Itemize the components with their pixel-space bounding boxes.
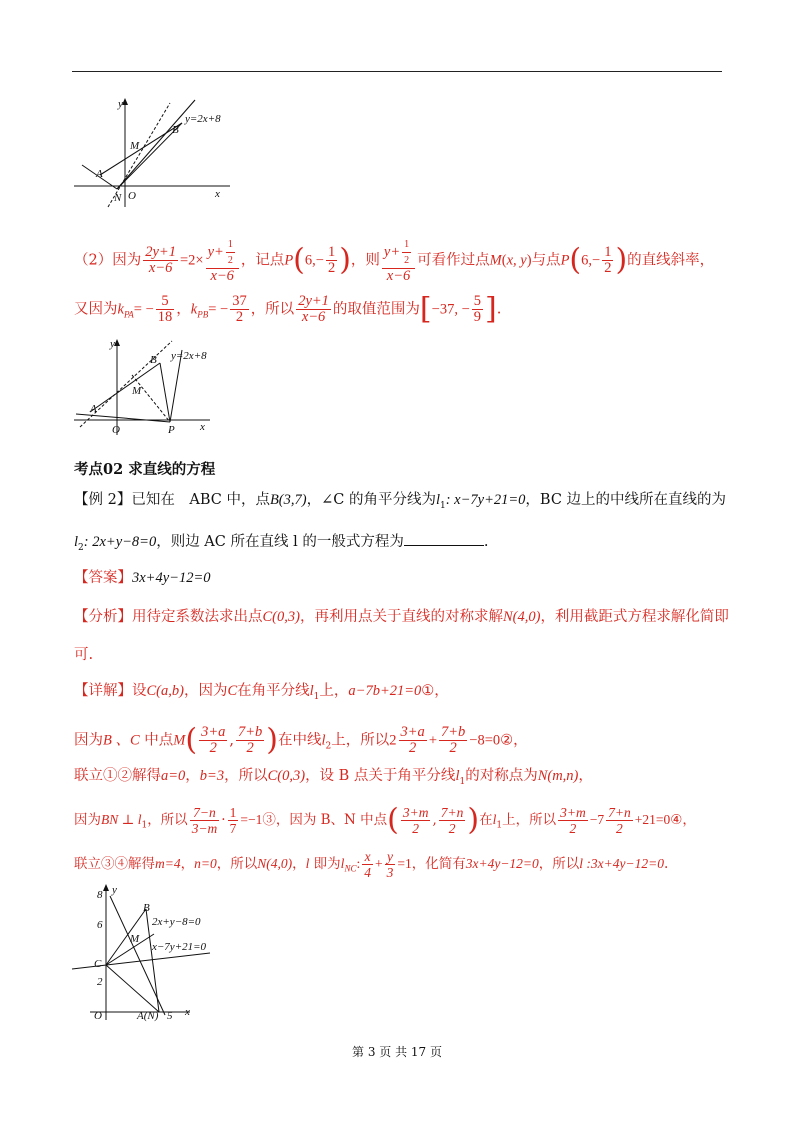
fig2-O-label: O [112, 424, 120, 436]
frac-2y1-over-x6: $\frac{2y+1}{x-6}$ [145, 244, 176, 276]
fig1-y-label: y [118, 98, 123, 110]
detail-line-1: 【详解】设C(a,b)，因为C在角平分线$l_1$上，a−7b+21=0①， [74, 683, 449, 702]
section-heading: 考点02 求直线的方程 [74, 461, 216, 478]
fig3-B-label: B [143, 902, 150, 914]
analysis-line-1: 【分析】用待定系数法求出点C(0,3)，再利用点关于直线的对称求解N(4,0)，利用截距式方程求解化简即 [74, 609, 729, 625]
figure-3-graph [70, 882, 240, 1022]
fig3-M-label: M [130, 933, 140, 945]
fig2-line-label: y=2x+8 [171, 350, 207, 362]
fig1-B-label: B [172, 124, 179, 136]
fig1-M-label: M [130, 140, 140, 152]
fig3-l2-label: 2x+y−8=0 [152, 916, 201, 928]
fig3-tick-5: 5 [167, 1010, 173, 1022]
fig2-M-label: M [132, 385, 142, 397]
fig3-y-label: y [112, 884, 117, 896]
fig3-x-label: x [185, 1006, 190, 1018]
page-footer: 第 3 页 共 17 页 [352, 1045, 442, 1059]
fig1-line-label: y=2x+8 [185, 113, 221, 125]
example-line-2: $l_2$: 2x+y−8=0，则边 AC 所在直线 l 的一般式方程为 . [74, 531, 488, 558]
fig3-C-label: C [94, 958, 102, 970]
fig3-tick-6: 6 [97, 919, 103, 931]
detail-line-3: 联立①②解得a=0，b=3，所以C(0,3)，设 B 点关于角平分线$l_1$的对称点为N(m,n)， [74, 768, 593, 787]
detail-line-4: 因为BN ⊥ $l_1$，所以 $\frac{7-n}{3-m}$ · $\frac{1}{7}$ =−1③，因为 B、N 中点( $\frac{3+m}{2}$ , $\frac{7+n}{2}$ )在$l_1$上，所以 $\frac{3+m}{2}$ −7 $\frac{7+n}{2}$ +21=0④， [74, 802, 696, 838]
fig3-l1-label: x−7y+21=0 [152, 941, 207, 953]
example-line-1: 【例 2】已知在 ABC 中，点B(3,7)，∠C 的角平分线为$l_1$: x−7y+21=0，BC 边上的中线所在直线的为 [74, 492, 727, 511]
fig2-A-label: A [90, 403, 97, 415]
fig3-AN-label: A(N) [137, 1010, 159, 1022]
analysis-line-2: 可. [74, 647, 94, 663]
fig2-x-label: x [200, 421, 205, 433]
header-rule [72, 71, 722, 72]
fig2-P-label: P [168, 424, 175, 436]
fig3-tick-2: 2 [97, 976, 103, 988]
frac-y-half-over-x6: y+ $\frac{1}{2}$ x−6 [206, 237, 239, 284]
fig2-B-label: B [150, 354, 157, 366]
figure-1-graph [70, 95, 240, 210]
figure-2-graph [70, 337, 230, 437]
part2-line-1: （2）因为 $\frac{2y+1}{x-6}$ =2× y+ $\frac{1}{2}$ x−6 ，记点P(6,− $\frac{1}{2}$ )，则 y+ $\frac{1}{2}$ x−6 可看作过点M(x, y)与点P(6,− $\frac{1}{2}$ )的直线斜率， [74, 239, 715, 284]
fig1-A-label: A [96, 168, 103, 180]
fig3-tick-8: 8 [97, 889, 103, 901]
fig1-x-label: x [215, 188, 220, 200]
detail-line-2: 因为B 、C 中点M( $\frac{3+a}{2}$ , $\frac{7+b}{2}$ )在中线$l_2$上，所以2 $\frac{3+a}{2}$ + $\frac{7+b}{2}$ −8=0②， [74, 722, 528, 758]
fig1-O-label: O [128, 190, 136, 202]
fig1-N-label: N [114, 192, 122, 204]
frac-y-half-over-x6-b: y+ $\frac{1}{2}$ x−6 [382, 237, 415, 284]
fig3-O-label: O [94, 1010, 102, 1022]
detail-line-5: 联立③④解得m=4，n=0，所以N(4,0)，l 即为$l_{NC}$: $\frac{x}{4}$ + $\frac{y}{3}$ =1，化简有3x+4y−12=0，所以l :3x+4y−12=0. [74, 849, 669, 880]
part2-line-2: 又因为$k_{PA}=$ − $\frac{5}{18}$ ，$k_{PB}=$ − $\frac{37}{2}$ ，所以 $\frac{2y+1}{x-6}$ 的取值范围为[−37, − $\frac{5}{9}$ ]. [74, 291, 502, 327]
fig2-y-label: y [110, 338, 115, 350]
answer-line: 【答案】3x+4y−12=0 [74, 570, 211, 586]
answer-blank [404, 531, 484, 546]
